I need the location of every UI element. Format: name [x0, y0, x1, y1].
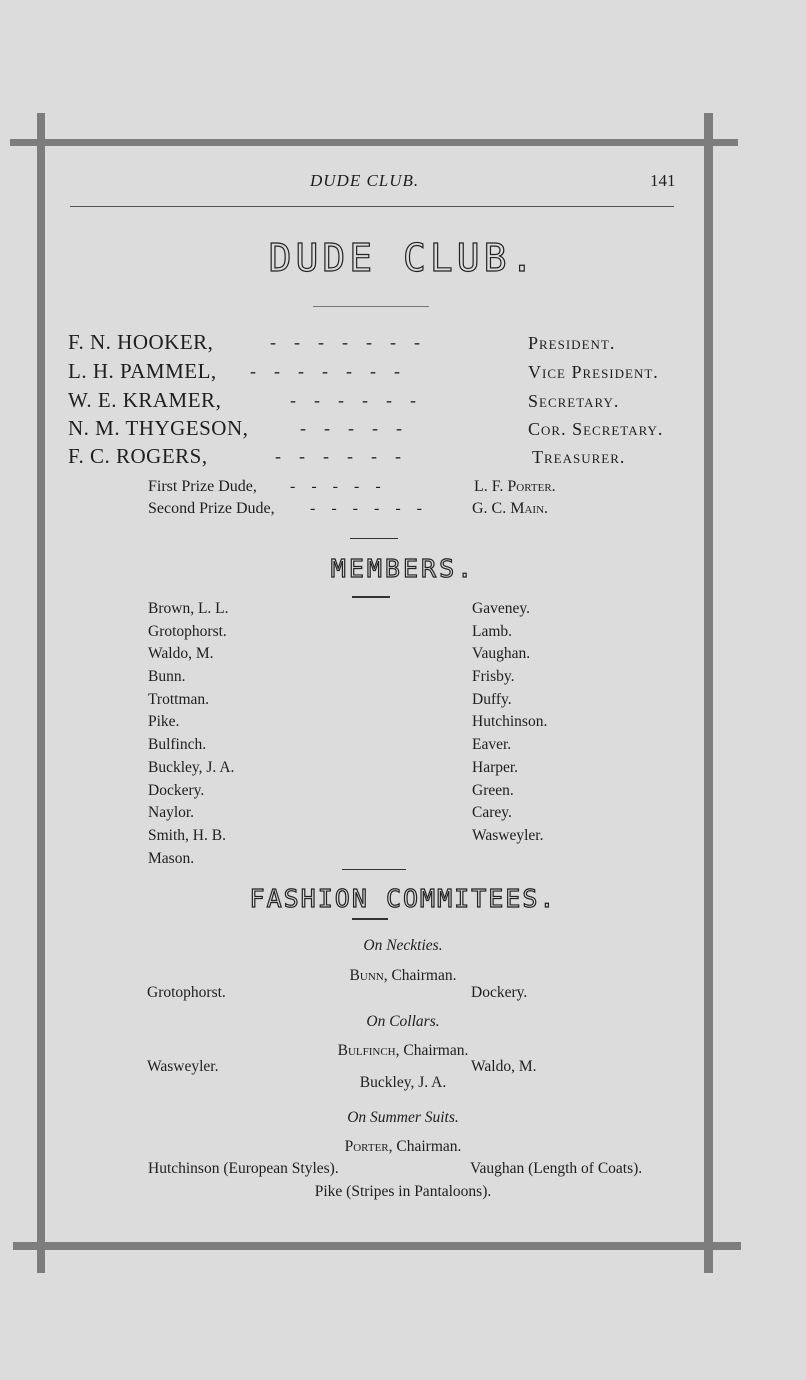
committee-chairman — [0, 967, 806, 985]
chairman-name: Bunn, — [349, 967, 388, 984]
committees-heading: FASHION COMMITEES. — [249, 884, 557, 913]
member-name: Waldo, M. — [148, 645, 214, 663]
member-name: Duffy. — [472, 690, 512, 708]
member-name: Bunn. — [148, 668, 186, 686]
prize-winner-initials: G. C. — [472, 500, 507, 517]
officer-dashes: - - - - - - - — [270, 332, 420, 352]
header-rule — [70, 206, 674, 207]
officer-name: F. N. HOOKER, — [68, 330, 214, 354]
member-name: Bulfinch. — [148, 736, 207, 754]
committee-title: On Summer Suits. — [347, 1109, 459, 1126]
committee-title: On Collars. — [366, 1013, 440, 1030]
member-name: Brown, L. L. — [148, 600, 229, 617]
officer-dashes: - - - - - - — [290, 390, 416, 410]
prize-dashes: - - - - - - — [310, 500, 422, 517]
officer-dashes: - - - - - - - — [250, 361, 400, 381]
committee-member-right: Vaughan (Length of Coats). — [470, 1160, 643, 1177]
officer-name: F. C. ROGERS, — [68, 444, 208, 468]
border-left — [37, 113, 45, 1273]
members-right-column — [472, 600, 547, 850]
officer-dashes: - - - - - — [300, 418, 402, 438]
member-name: Green. — [472, 781, 514, 799]
officer-title: Cor. Secretary. — [528, 419, 664, 439]
member-name: Gaveney. — [472, 600, 530, 617]
member-name: Hutchinson. — [472, 713, 548, 731]
officer-title: President. — [528, 333, 616, 353]
members-heading: MEMBERS. — [330, 554, 476, 583]
members-left-column — [148, 600, 234, 872]
committee-member-right: Dockery. — [471, 984, 528, 1001]
member-name: Trottman. — [148, 690, 210, 708]
member-name: Pike. — [148, 713, 180, 731]
committee-member-left: Grotophorst. — [147, 984, 226, 1001]
prize-dashes: - - - - - — [290, 478, 381, 495]
border-bottom — [13, 1242, 741, 1250]
prize-label: First Prize Dude, — [148, 478, 257, 495]
member-name: Carey. — [472, 804, 512, 822]
officer-title: Vice President. — [528, 362, 659, 382]
chairman-name: Bulfinch, — [337, 1042, 400, 1059]
officer-name: N. M. THYGESON, — [68, 416, 249, 440]
prize-winner — [474, 478, 556, 496]
member-name: Smith, H. B. — [148, 826, 226, 844]
committee-member-left: Hutchinson (European Styles). — [148, 1160, 339, 1177]
committee-member-bottom: Buckley, J. A. — [359, 1074, 447, 1091]
committee-member-left: Wasweyler. — [147, 1058, 219, 1075]
page-title: DUDE CLUB. — [268, 236, 538, 280]
prize-winner-name: Main. — [510, 500, 549, 517]
member-name: Harper. — [472, 758, 519, 776]
prize-winner — [472, 500, 548, 518]
section-rule — [342, 869, 406, 870]
prize-winner-initials: L. F. — [474, 478, 504, 495]
member-name: Naylor. — [148, 804, 195, 822]
committees-rule — [352, 918, 388, 920]
officer-title: Secretary. — [528, 391, 620, 411]
member-name: Buckley, J. A. — [148, 758, 235, 776]
member-name: Grotophorst. — [148, 622, 227, 640]
committee-chairman — [0, 1042, 806, 1060]
member-name: Dockery. — [148, 781, 205, 799]
chairman-label: Chairman. — [403, 1042, 469, 1059]
member-name: Frisby. — [472, 668, 515, 686]
members-rule — [352, 596, 390, 598]
chairman-label: Chairman. — [396, 1138, 462, 1155]
officer-name: L. H. PAMMEL, — [68, 359, 217, 383]
officer-name: W. E. KRAMER, — [68, 388, 222, 412]
committee-title: On Neckties. — [363, 937, 443, 954]
member-name: Lamb. — [472, 622, 513, 640]
member-name: Mason. — [148, 849, 195, 867]
committee-member-right: Waldo, M. — [471, 1058, 537, 1075]
prize-winner-name: Porter. — [507, 478, 556, 495]
border-top — [10, 139, 738, 146]
section-rule — [350, 538, 398, 539]
page-number: 141 — [650, 171, 676, 190]
officer-dashes: - - - - - - — [275, 446, 401, 466]
officer-title: Treasurer. — [532, 447, 626, 467]
member-name: Wasweyler. — [472, 826, 544, 844]
title-rule — [313, 306, 429, 307]
chairman-name: Porter, — [344, 1138, 393, 1155]
member-name: Eaver. — [472, 736, 512, 754]
member-name: Vaughan. — [472, 645, 531, 663]
committee-chairman — [0, 1138, 806, 1156]
committee-member-bottom: Pike (Stripes in Pantaloons). — [314, 1183, 492, 1200]
border-right — [704, 113, 713, 1273]
prize-label: Second Prize Dude, — [148, 500, 275, 517]
chairman-label: Chairman. — [391, 967, 457, 984]
running-header-title: DUDE CLUB. — [310, 171, 420, 190]
